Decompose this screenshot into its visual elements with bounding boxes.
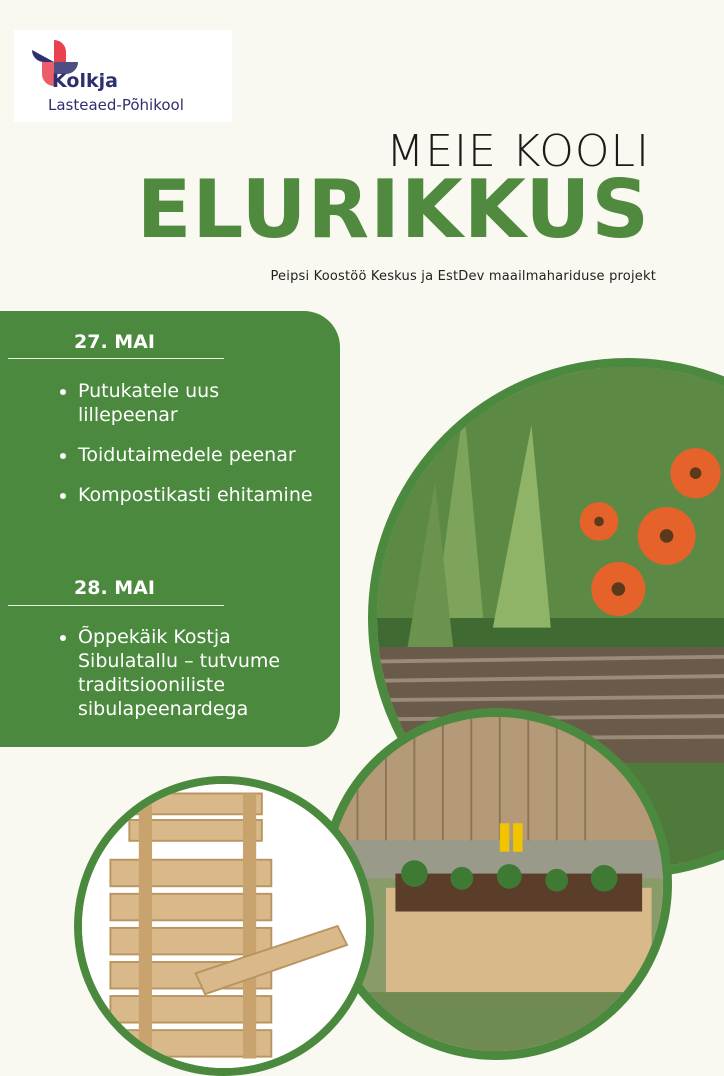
title-line-1: MEIE KOOLI [386, 126, 650, 177]
logo-subtitle: Lasteaed-Põhikool [48, 96, 184, 114]
list-item: Õppekäik Kostja Sibulatallu – tutvume traditsiooniliste sibulapeenardega [54, 625, 324, 721]
list-item: Toidutaimedele peenar [54, 443, 324, 467]
list-item: Putukatele uus lillepeenar [54, 379, 324, 427]
date-heading: 27. MAI [74, 331, 155, 353]
compost-box-photo [74, 776, 374, 1076]
bullet-icon [60, 389, 66, 395]
project-subtitle: Peipsi Koostöö Keskus ja EstDev maailmahariduse projekt [270, 269, 656, 284]
bullet-icon [60, 493, 66, 499]
activity-list [54, 379, 324, 523]
activity-list [54, 625, 324, 737]
date-heading: 28. MAI [74, 577, 155, 599]
divider [8, 605, 224, 606]
divider [8, 358, 224, 359]
list-item: Kompostikasti ehitamine [54, 483, 324, 507]
bullet-icon [60, 453, 66, 459]
logo-name: Kolkja [52, 70, 118, 92]
school-logo [14, 30, 232, 122]
bullet-icon [60, 635, 66, 641]
title-line-2: ELURIKKUS [136, 163, 650, 256]
raised-bed-photo [320, 708, 672, 1060]
schedule-panel [0, 311, 340, 747]
